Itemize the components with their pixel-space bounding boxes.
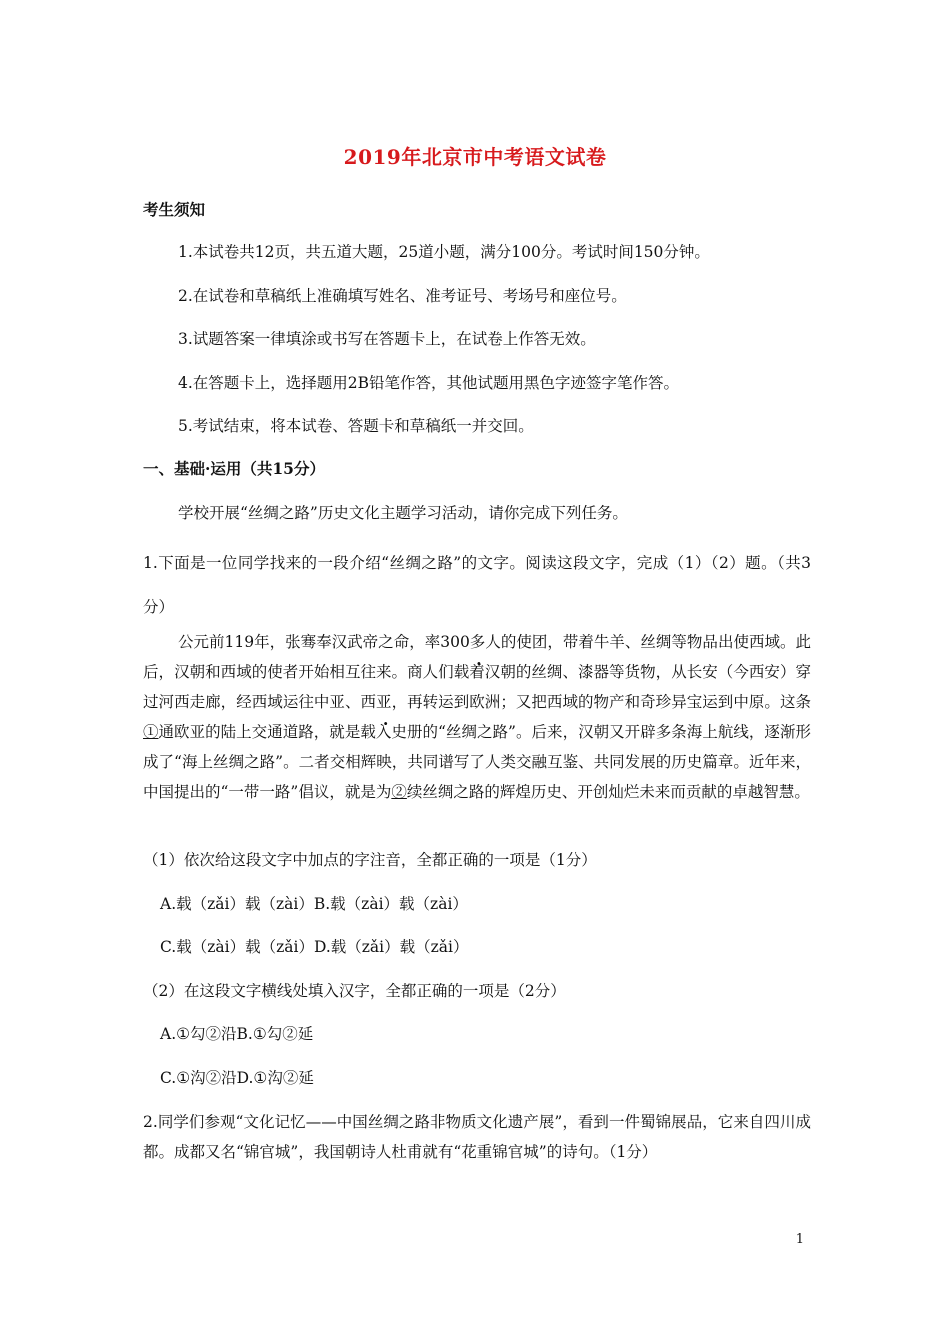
notice-item-3: 3.试题答案一律填涂或书写在答题卡上，在试卷上作答无效。: [178, 330, 596, 348]
notice-item-4: 4.在答题卡上，选择题用2B铅笔作答，其他试题用黑色字迹签字笔作答。: [178, 374, 680, 392]
notice-item-5: 5.考试结束，将本试卷、答题卡和草稿纸一并交回。: [178, 417, 534, 435]
question-1-1-options-cd: C.载（zài）载（zǎi）D.载（zǎi）载（zǎi）: [160, 938, 469, 956]
passage-text-5: 续丝绸之路的辉煌历史、开创灿烂未来而贡献的卓越智慧。: [406, 783, 810, 801]
question-1-2-options-cd: C.①沟②沿D.①沟②延: [160, 1069, 314, 1087]
passage-text-2: 着汉朝的丝绸、漆器等货物，从长安（今西安）穿过河西走廊，经西域运往中亚、西亚，再转运到欧洲；又把西域的物产和奇珍异宝运到中原。这条: [143, 663, 811, 711]
dotted-char-1: 载: [453, 663, 470, 681]
dotted-char-2: 载: [360, 723, 376, 741]
page-number: 1: [795, 1232, 804, 1247]
question-1-1-options-ab: A.载（zǎi）载（zài）B.载（zài）载（zài）: [160, 895, 468, 913]
question-2-stem: 2.同学们参观“文化记忆——中国丝绸之路非物质文化遗产展”，看到一件蜀锦展品，它来自四川成都。成都又名“锦官城”，我国朝诗人杜甫就有“花重锦官城”的诗句。（1分）: [143, 1113, 811, 1161]
question-1-passage: [143, 627, 811, 807]
notice-item-1: 1.本试卷共12页，共五道大题，25道小题，满分100分。考试时间150分钟。: [178, 243, 710, 261]
section-intro: 学校开展“丝绸之路”历史文化主题学习活动，请你完成下列任务。: [178, 504, 628, 522]
page-title: 2019年北京市中考语文试卷: [343, 145, 607, 169]
blank-1: ①: [143, 723, 159, 741]
question-1-2-options-ab: A.①勾②沿B.①勾②延: [160, 1025, 314, 1043]
blank-2: ②: [391, 783, 407, 801]
passage-text-3: 通欧亚的陆上交通道路，就是: [158, 723, 361, 741]
question-1-stem: 1.下面是一位同学找来的一段介绍“丝绸之路”的文字。阅读这段文字，完成（1）（2）题。（共3分）: [143, 554, 811, 616]
passage-text-1: 公元前119年，张骞奉汉武帝之命，率300多人的使团，带着牛羊、丝绸等物品出使西域。此后，汉朝和西域的使者开始相互往来。商人们: [143, 633, 811, 681]
section-heading: 一、基础·运用（共15分）: [143, 459, 325, 478]
notice-heading: 考生须知: [143, 200, 206, 219]
passage-text-4: 入史册的“丝绸之路”。后来，汉朝又开辟多条海上航线，逐渐形成了“海上丝绸之路”。二者交相辉映，共同谱写了人类交融互鉴、共同发展的历史篇章。近年来，中国提出的“一带一路”倡议，就是为: [143, 723, 811, 801]
question-1-1-stem: （1）依次给这段文字中加点的字注音，全都正确的一项是（1分）: [143, 851, 597, 869]
question-1-2-stem: （2）在这段文字横线处填入汉字，全都正确的一项是（2分）: [143, 982, 566, 1000]
notice-item-2: 2.在试卷和草稿纸上准确填写姓名、准考证号、考场号和座位号。: [178, 287, 627, 305]
